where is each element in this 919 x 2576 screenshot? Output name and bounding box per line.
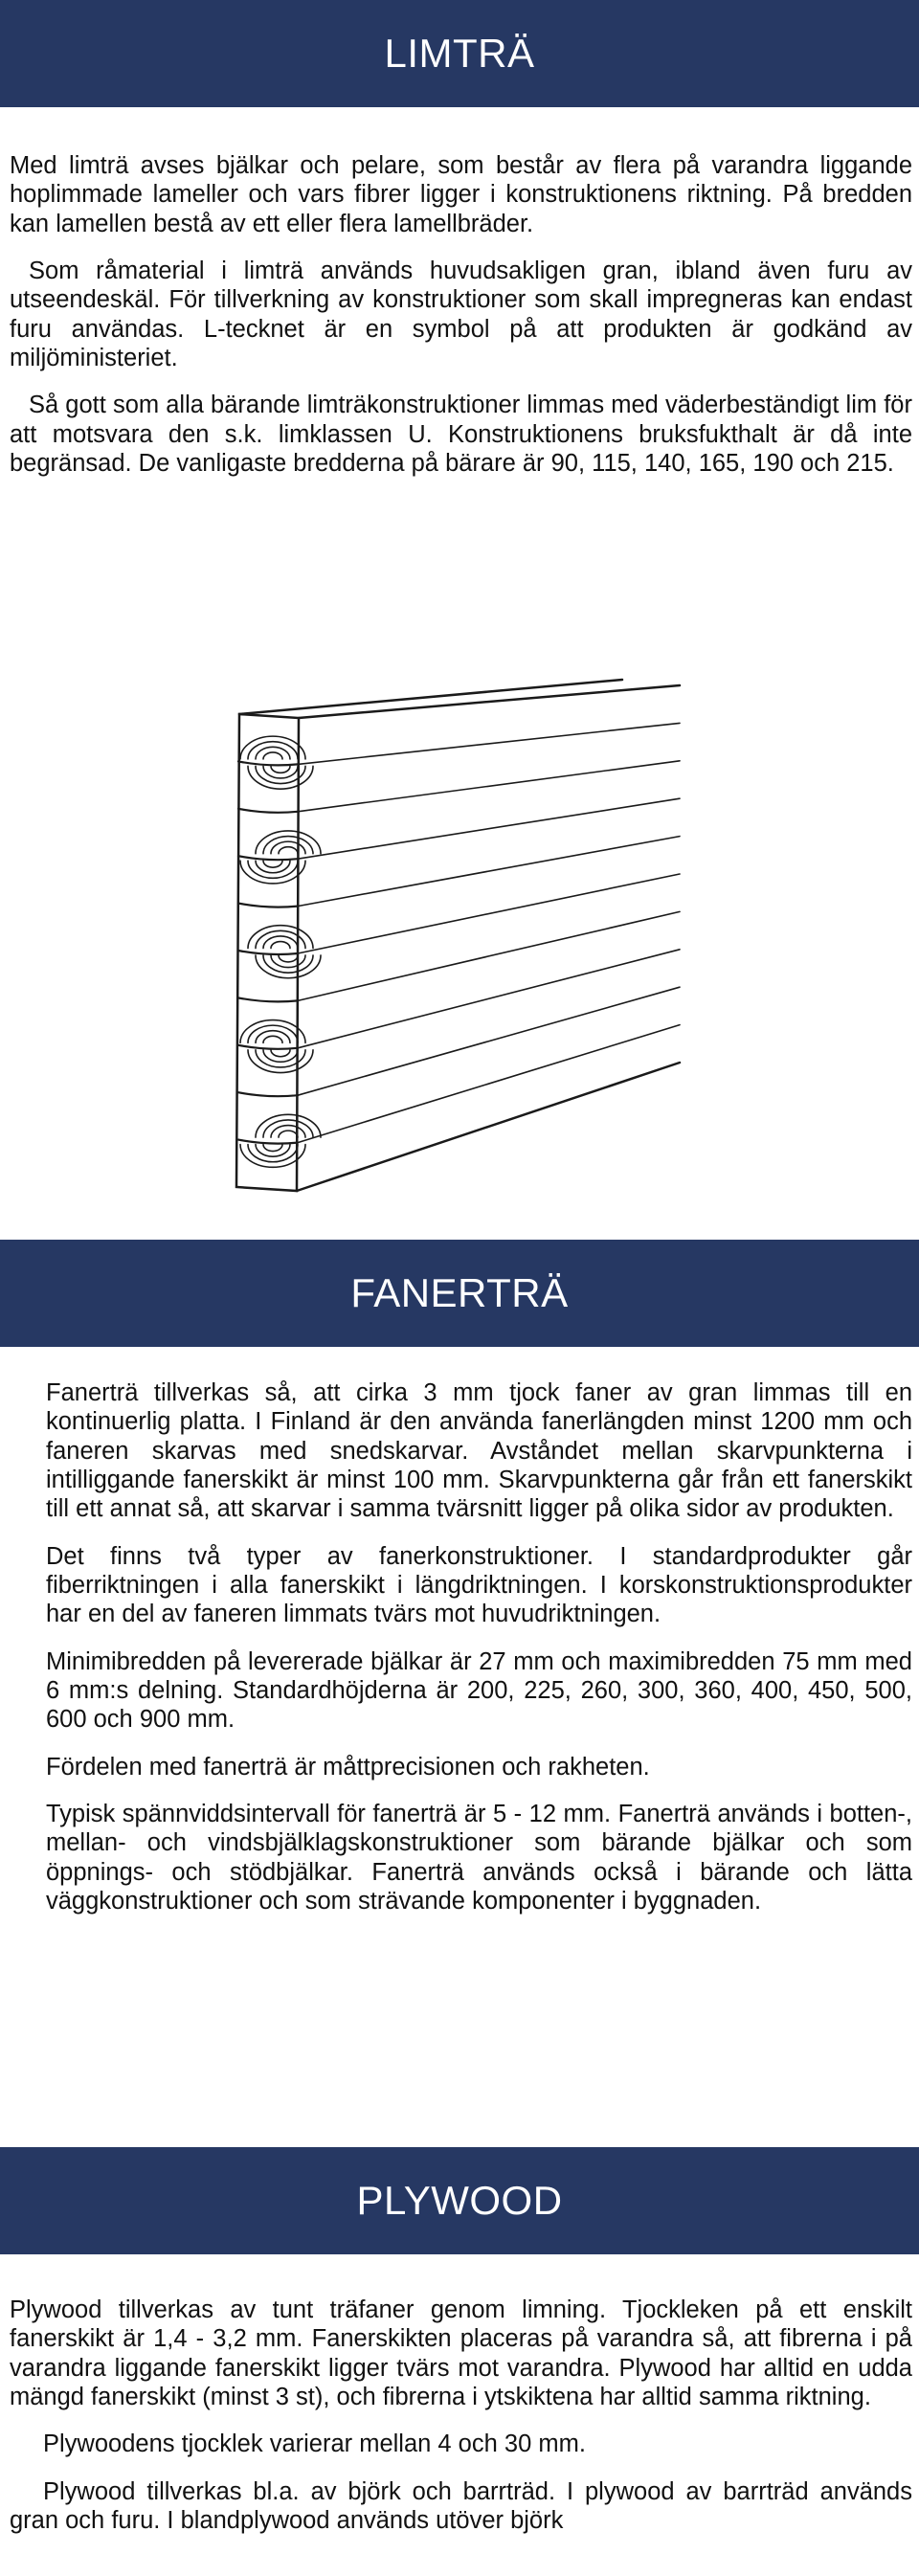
section-body-plywood (0, 2296, 919, 2553)
paragraph: Med limträ avses bjälkar och pelare, som består av flera på varandra liggande hoplimmade lameller och vars fibrer ligger i konstruktionens riktning. På bredden kan lamellen bestå av ett eller flera lamellbräder. (10, 152, 912, 237)
paragraph: Plywood tillverkas bl.a. av björk och barrträd. I plywood av barrträd används gran och furu. I blandplywood används utöver björk (10, 2477, 912, 2535)
paragraph: Fanerträ tillverkas så, att cirka 3 mm tjock faner av gran limmas till en kontinuerlig platta. I Finland är den använda fanerlängden minst 1200 mm och faneren skarvas med snedskarvar. Avståndet mellan skarvpunkterna i intilliggande fanerskikt är minst 100 mm. Skarvpunkterna går från ett fanerskikt till ett annat så, att skarvar i samma tvärsnitt ligger på olika sidor av produkten. (46, 1379, 912, 1523)
section-header-fanertra (0, 1240, 919, 1347)
section-title-fanertra: FANERTRÄ (350, 1270, 569, 1315)
paragraph: Plywoodens tjocklek varierar mellan 4 och 30 mm. (43, 2430, 586, 2458)
section-body-fanertra (0, 1378, 919, 1935)
section-body-limtra (0, 151, 919, 496)
paragraph: Typisk spännviddsintervall för fanerträ är 5 - 12 mm. Fanerträ används i botten-, mellan- och vindsbjälklagskonstruktioner som bärande bjälkar och som öppnings- och stödbjälkar. Fanerträ används också i bärande och lätta väggkonstruktioner och som strävande komponenter i byggnaden. (46, 1801, 912, 1915)
section-title-plywood: PLYWOOD (356, 2178, 563, 2223)
paragraph: Plywood tillverkas av tunt träfaner genom limning. Tjockleken på ett enskilt fanerskikt är 1,4 - 3,2 mm. Fanerskikten placeras på varandra så, att fibrerna i på varandra liggande fanerskikt ligger tvärs mot varandra. Plywood har alltid en udda mängd fanerskikt (minst 3 st), och fibrerna i ytskiktena har alltid samma riktning. (10, 2296, 912, 2411)
paragraph: Så gott som alla bärande limträkonstruktioner limmas med väderbeständigt lim för att motsvara den s.k. limklassen U. Konstruktionens bruksfukthalt är då inte begränsad. De vanligaste bredderna på bärare är 90, 115, 140, 165, 190 och 215. (10, 392, 912, 478)
paragraph: Fördelen med fanerträ är måttprecisionen och rakheten. (46, 1753, 650, 1781)
paragraph: Som råmaterial i limträ används huvudsakligen gran, ibland även furu av utseendeskäl. För tillverkning av konstruktioner som skall impregneras kan endast furu användas. L-tecknet är en symbol på att produkten är godkänd av miljöministeriet. (10, 258, 912, 372)
paragraph: Det finns två typer av fanerkonstruktioner. I standardprodukter går fiberriktningen i alla fanerskikt i längdriktningen. I korskonstruktionsprodukter har en del av faneren limmats tvärs mot huvudriktningen. (46, 1542, 912, 1628)
paragraph: Minimibredden på levererade bjälkar är 27 mm och maximibredden 75 mm med 6 mm:s delning. Standardhöjderna är 200, 225, 260, 300, 360, 400, 450, 500, 600 och 900 mm. (46, 1647, 912, 1734)
section-header-plywood (0, 2147, 919, 2254)
glulam-beam-illustration (230, 670, 699, 1206)
section-header-limtra (0, 0, 919, 107)
section-title-limtra: LIMTRÄ (384, 31, 535, 76)
